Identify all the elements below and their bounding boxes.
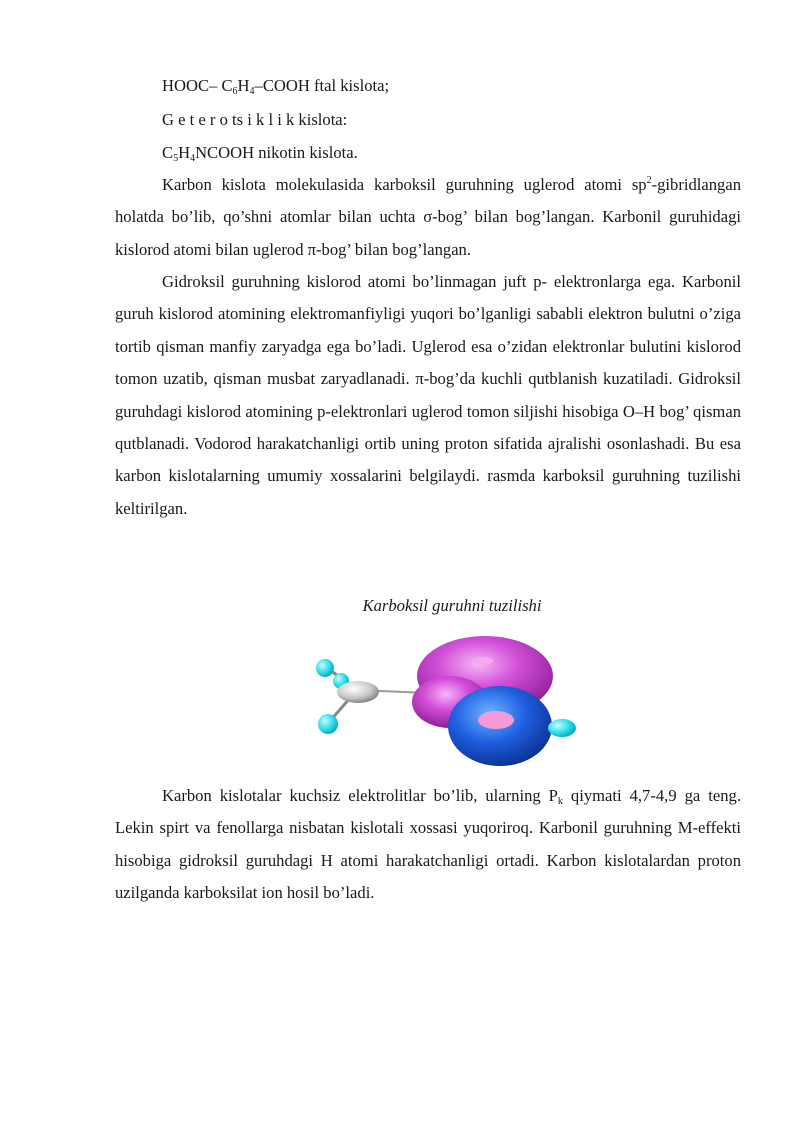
formula-ftal-kislota: HOOC– $C_6H_4$–COOH ftal kislota; bbox=[162, 76, 390, 97]
formula-nikotin-kislota: $C_5H_4NCOOH$ nikotin kislota. bbox=[162, 143, 358, 164]
paragraph-kislotali-xossa: Karbon kislotalar kuchsiz elektrolitlar bo’lib, ularning $P_k$ qiymati 4,7-4,9 ga teng. Lekin spirt va fenollarga nisbatan kislotali xossasi yuqoriroq. Karbonil guruhning M-effekti hisobiga gidroksil guruhdagi H atomi harakatchanligi ortadi. Karbon kislotalardan proton uzilganda karboksilat ion hosil bo’ladi. bbox=[115, 786, 742, 903]
hydrogen-atom-bottom bbox=[318, 714, 338, 734]
carboxyl-orbital-figure bbox=[300, 628, 590, 770]
oxygen-highlight bbox=[478, 711, 514, 729]
hydrogen-atom-hydroxyl bbox=[548, 719, 576, 737]
pink-highlight bbox=[473, 657, 493, 665]
paragraph-sp2-gibridlanish: Karbon kislota molekulasida karboksil guruhning uglerod atomi $sp^2$-gibridlangan holatda bo’lib, qo’shni atomlar bilan uchta σ-bog’ bilan bog’langan. Karbonil guruhidagi kislorod atomi bilan uglerod π-bog’ bilan bog’langan. bbox=[115, 175, 741, 259]
hydrogen-atom-top bbox=[316, 659, 334, 677]
paragraph-qutblanish: Gidroksil guruhning kislorod atomi bo’linmagan juft p- elektronlarga ega. Karbonil guruh kislorod atomining elektromanfiyligi yuqori bo’lganligi sababli elektron bulutni o’ziga tortib qisman manfiy zaryadga ega bo’ladi. Uglerod esa o’zidan elektronlar bulutini kislorod tomon uzatib, qisman musbat zaryadlanadi. π-bog’da kuchli qutblanish kuzatiladi. Gidroksil guruhdagi kislorod atomining p-elektronlari uglerod tomon siljishi hisobiga O–H bog’ qisman qutblanadi. Vodorod harakatchanligi ortib uning proton sifatida ajralishi osonlashadi. Bu esa karbon kislotalarning umumiy xossalarini belgilaydi. rasmda karboksil guruhning tuzilishi keltirilgan. bbox=[115, 272, 741, 518]
heading-geterotsiklik: G e t e r o ts i k l i k kislota: bbox=[162, 110, 348, 129]
carbon-atom bbox=[337, 681, 379, 703]
figure-caption: Karboksil guruhni tuzilishi bbox=[362, 596, 542, 615]
